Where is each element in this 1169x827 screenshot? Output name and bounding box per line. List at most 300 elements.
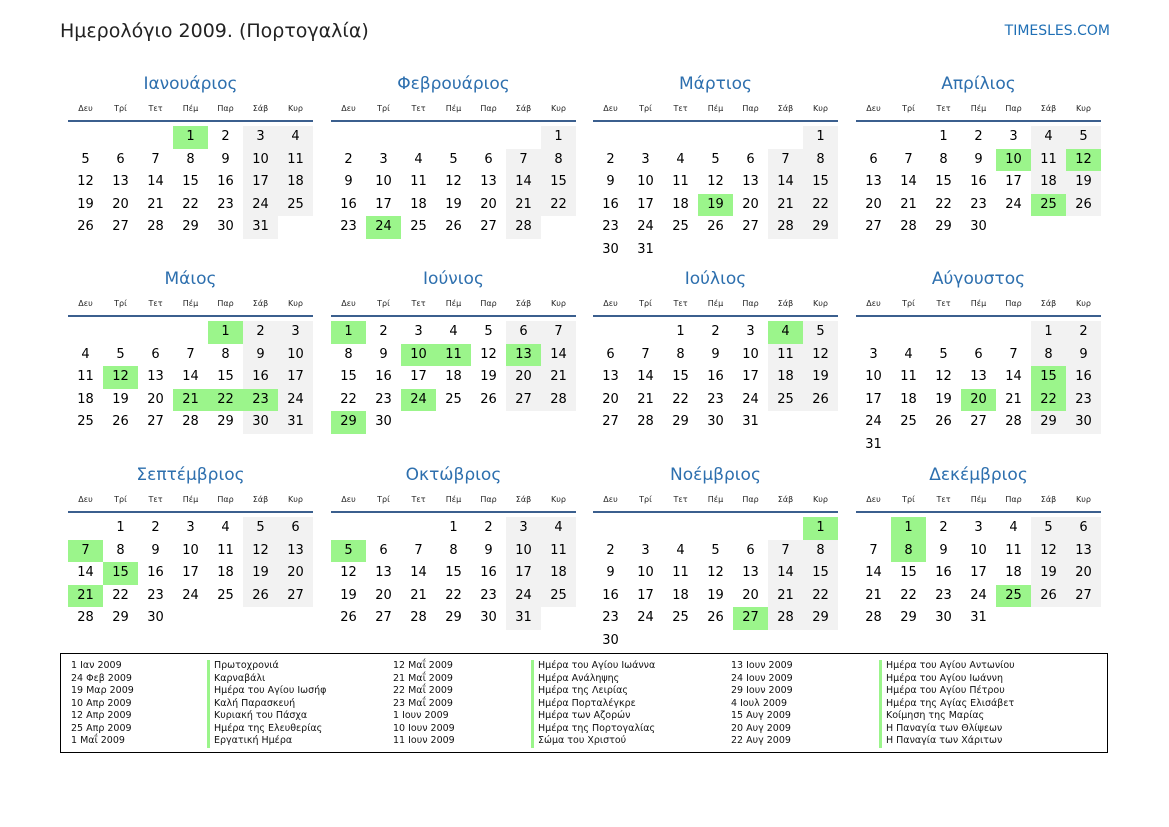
day-cell: 14: [768, 171, 803, 194]
month-title: Δεκέμβριος: [929, 465, 1028, 485]
legend-dates-column: [731, 660, 793, 748]
empty-cell: [961, 321, 996, 344]
legend-date: 4 Ιουλ 2009: [731, 697, 787, 709]
day-cell: 2: [1066, 321, 1101, 344]
weekday-label: Σάβ: [252, 299, 269, 308]
weekday-label: Δευ: [603, 299, 618, 308]
day-cell: 11: [1031, 149, 1066, 172]
day-cell: 3: [641, 542, 650, 558]
weekday-label: Κυρ: [288, 104, 303, 113]
weekday-label: Δευ: [78, 299, 93, 308]
weekday-label: Πέμ: [182, 495, 199, 504]
weekday-label: Δευ: [78, 104, 93, 113]
month-title: Σεπτέμβριος: [136, 465, 245, 485]
weekday-label: Σάβ: [515, 104, 532, 113]
weekday-label: Παρ: [217, 299, 234, 308]
weekday-label: Τετ: [148, 299, 163, 308]
day-cell: 31: [278, 411, 313, 434]
day-cell: 21: [637, 391, 654, 407]
day-cell: 17: [243, 171, 278, 194]
weekday-label: Τρί: [114, 299, 127, 308]
day-cell: 8: [221, 346, 230, 362]
legend-holiday-name: Ημέρα της Πορτογαλίας: [531, 723, 655, 736]
holiday-day-cell: 21: [173, 389, 208, 412]
weekday-header: [68, 296, 313, 311]
day-grid: [856, 517, 1101, 630]
empty-cell: [768, 126, 803, 149]
day-cell: 2: [711, 324, 720, 339]
day-cell: 15: [340, 369, 357, 384]
day-cell: 20: [375, 587, 392, 603]
empty-cell: [856, 126, 891, 149]
day-cell: 30: [217, 219, 234, 234]
empty-cell: [996, 321, 1031, 344]
day-cell: 2: [484, 520, 493, 535]
day-cell: 3: [243, 126, 278, 149]
weekday-label: Κυρ: [551, 299, 566, 308]
day-cell: 3: [974, 520, 983, 535]
empty-cell: [331, 126, 366, 149]
day-cell: 13: [865, 174, 882, 189]
day-cell: 24: [637, 219, 654, 234]
day-cell: 10: [375, 174, 392, 189]
empty-cell: [856, 321, 891, 344]
weekday-label: Σάβ: [1040, 104, 1057, 113]
month-block: [856, 73, 1101, 239]
month-title: Οκτώβριος: [405, 465, 502, 485]
day-cell: 11: [900, 369, 917, 384]
day-cell: 20: [742, 587, 759, 603]
day-cell: 3: [641, 151, 650, 167]
month-title: Μάιος: [164, 269, 217, 289]
day-cell: 22: [182, 196, 199, 212]
day-cell: 30: [602, 241, 619, 257]
day-cell: 25: [217, 587, 234, 603]
day-cell: 3: [278, 321, 313, 344]
empty-cell: [68, 517, 103, 540]
day-cell: 26: [1031, 585, 1066, 608]
day-cell: 23: [970, 196, 987, 212]
weekday-label: Τρί: [902, 495, 915, 504]
day-cell: 15: [672, 369, 689, 384]
weekday-label: Σάβ: [515, 495, 532, 504]
day-cell: 8: [803, 540, 838, 563]
divider: [593, 315, 838, 317]
day-cell: 10: [637, 565, 654, 580]
weekday-label: Σάβ: [777, 495, 794, 504]
day-cell: 12: [445, 174, 462, 189]
day-cell: 18: [410, 196, 427, 212]
empty-cell: [401, 517, 436, 540]
day-cell: 12: [340, 565, 357, 580]
weekday-label: Παρ: [217, 104, 234, 113]
day-cell: 24: [278, 389, 313, 412]
weekday-label: Τρί: [902, 104, 915, 113]
weekday-label: Δευ: [341, 495, 356, 504]
day-cell: 25: [410, 219, 427, 234]
day-cell: 18: [217, 565, 234, 580]
holiday-day-cell: 13: [506, 344, 541, 367]
weekday-label: Κυρ: [1076, 104, 1091, 113]
weekday-header: [331, 296, 576, 311]
divider: [593, 511, 838, 513]
day-cell: 22: [340, 391, 357, 407]
month-title: Νοέμβριος: [670, 465, 761, 485]
weekday-label: Δευ: [866, 104, 881, 113]
day-cell: 5: [243, 517, 278, 540]
legend-holiday-name: Καρναβάλι: [207, 673, 326, 686]
day-grid: [331, 517, 576, 630]
weekday-label: Τετ: [936, 495, 951, 504]
day-cell: 5: [803, 321, 838, 344]
weekday-label: Πέμ: [970, 495, 987, 504]
day-cell: 21: [865, 587, 882, 603]
day-cell: 29: [445, 610, 462, 625]
day-cell: 7: [904, 151, 913, 167]
day-cell: 16: [147, 565, 164, 580]
day-cell: 29: [803, 216, 838, 239]
day-cell: 24: [970, 587, 987, 603]
day-cell: 22: [935, 196, 952, 212]
day-cell: 5: [939, 346, 948, 362]
empty-cell: [593, 517, 628, 540]
weekday-label: Δευ: [866, 495, 881, 504]
day-cell: 15: [217, 369, 234, 384]
day-cell: 9: [606, 565, 615, 580]
day-cell: 9: [606, 174, 615, 189]
day-cell: 6: [1066, 517, 1101, 540]
holiday-day-cell: 1: [891, 517, 926, 540]
site-link[interactable]: TIMESLES.COM: [1004, 23, 1110, 39]
day-cell: 19: [112, 391, 129, 407]
day-grid: [331, 126, 576, 239]
day-cell: 2: [606, 542, 615, 558]
day-cell: 13: [970, 369, 987, 384]
weekday-header: [856, 492, 1101, 507]
day-cell: 25: [541, 585, 576, 608]
day-cell: 14: [541, 344, 576, 367]
day-cell: 1: [1031, 321, 1066, 344]
day-cell: 29: [217, 414, 234, 429]
month-title: Ιούνιος: [423, 269, 484, 289]
day-cell: 30: [375, 414, 392, 429]
legend-holiday-name: Ημέρα της Ελευθερίας: [207, 723, 326, 736]
day-cell: 5: [484, 324, 493, 339]
holiday-day-cell: 4: [768, 321, 803, 344]
legend-holiday-name: Ημέρα του Αγίου Ιωσήφ: [207, 685, 326, 698]
weekday-label: Σάβ: [777, 299, 794, 308]
day-cell: 3: [414, 324, 423, 339]
legend-names-column: [207, 660, 326, 748]
day-cell: 5: [711, 151, 720, 167]
weekday-label: Κυρ: [813, 495, 828, 504]
day-cell: 26: [480, 391, 497, 407]
empty-cell: [331, 517, 366, 540]
weekday-label: Τετ: [673, 495, 688, 504]
holiday-day-cell: 22: [1031, 389, 1066, 412]
day-cell: 17: [1005, 174, 1022, 189]
day-cell: 30: [935, 610, 952, 625]
day-cell: 27: [742, 219, 759, 234]
day-cell: 23: [340, 219, 357, 234]
day-cell: 8: [939, 151, 948, 167]
holiday-day-cell: 10: [401, 344, 436, 367]
day-cell: 18: [672, 587, 689, 603]
legend-holiday-name: Ημέρα Ανάληψης: [531, 673, 655, 686]
day-cell: 23: [147, 587, 164, 603]
weekday-label: Πέμ: [182, 104, 199, 113]
day-cell: 28: [506, 216, 541, 239]
legend-dates-column: [393, 660, 455, 748]
day-cell: 15: [182, 174, 199, 189]
day-cell: 19: [243, 562, 278, 585]
day-cell: 22: [541, 194, 576, 217]
day-cell: 27: [602, 414, 619, 429]
day-cell: 7: [414, 542, 423, 558]
day-cell: 20: [278, 562, 313, 585]
day-cell: 21: [1005, 391, 1022, 407]
day-cell: 26: [707, 610, 724, 625]
day-cell: 28: [637, 414, 654, 429]
day-cell: 10: [243, 149, 278, 172]
day-cell: 23: [1066, 389, 1101, 412]
weekday-label: Πέμ: [445, 104, 462, 113]
day-cell: 19: [707, 587, 724, 603]
empty-cell: [663, 517, 698, 540]
weekday-header: [856, 296, 1101, 311]
day-cell: 11: [768, 344, 803, 367]
day-cell: 25: [672, 219, 689, 234]
day-cell: 6: [606, 346, 615, 362]
day-cell: 12: [707, 174, 724, 189]
legend-date: 23 Μαΐ 2009: [393, 697, 453, 709]
divider: [331, 120, 576, 122]
day-cell: 2: [606, 151, 615, 167]
day-cell: 18: [768, 366, 803, 389]
divider: [856, 120, 1101, 122]
day-cell: 14: [410, 565, 427, 580]
day-cell: 11: [278, 149, 313, 172]
legend-holiday-name: Καλή Παρασκευή: [207, 698, 326, 711]
day-cell: 24: [506, 585, 541, 608]
weekday-header: [331, 101, 576, 116]
weekday-label: Πέμ: [445, 495, 462, 504]
day-cell: 17: [637, 587, 654, 603]
day-cell: 6: [278, 517, 313, 540]
legend-date: 12 Απρ 2009: [71, 710, 132, 721]
empty-cell: [103, 126, 138, 149]
weekday-header: [593, 296, 838, 311]
day-cell: 8: [449, 542, 458, 558]
weekday-label: Τρί: [639, 495, 652, 504]
weekday-label: Πέμ: [970, 104, 987, 113]
day-cell: 16: [243, 366, 278, 389]
weekday-label: Τετ: [673, 104, 688, 113]
day-cell: 26: [77, 219, 94, 234]
day-cell: 24: [865, 414, 882, 429]
day-cell: 27: [147, 414, 164, 429]
day-cell: 31: [243, 216, 278, 239]
weekday-label: Τρί: [114, 495, 127, 504]
day-cell: 13: [480, 174, 497, 189]
empty-cell: [891, 321, 926, 344]
empty-cell: [891, 126, 926, 149]
day-cell: 6: [151, 346, 160, 362]
day-cell: 3: [869, 346, 878, 362]
day-cell: 16: [480, 565, 497, 580]
day-cell: 8: [541, 149, 576, 172]
day-cell: 25: [768, 389, 803, 412]
day-cell: 18: [900, 391, 917, 407]
legend-date: 20 Αυγ 2009: [731, 722, 791, 734]
day-cell: 26: [1066, 194, 1101, 217]
day-cell: 22: [803, 585, 838, 608]
day-cell: 16: [602, 587, 619, 603]
day-cell: 18: [1031, 171, 1066, 194]
empty-cell: [733, 517, 768, 540]
day-cell: 2: [243, 321, 278, 344]
day-grid: [68, 321, 313, 434]
day-cell: 31: [865, 436, 882, 452]
day-cell: 12: [935, 369, 952, 384]
day-cell: 23: [935, 587, 952, 603]
divider: [856, 315, 1101, 317]
legend-date: 10 Απρ 2009: [71, 697, 132, 709]
weekday-label: Πέμ: [182, 299, 199, 308]
day-cell: 28: [77, 610, 94, 625]
weekday-label: Κυρ: [813, 299, 828, 308]
holiday-day-cell: 25: [1031, 194, 1066, 217]
day-cell: 29: [935, 219, 952, 234]
day-cell: 26: [112, 414, 129, 429]
legend-date: 25 Απρ 2009: [71, 722, 132, 734]
divider: [331, 315, 576, 317]
day-cell: 5: [1031, 517, 1066, 540]
day-cell: 7: [641, 346, 650, 362]
day-cell: 16: [217, 174, 234, 189]
divider: [68, 120, 313, 122]
day-cell: 3: [746, 324, 755, 339]
day-cell: 26: [243, 585, 278, 608]
weekday-label: Τετ: [673, 299, 688, 308]
weekday-header: [593, 492, 838, 507]
day-cell: 1: [676, 324, 685, 339]
holiday-day-cell: 23: [243, 389, 278, 412]
holiday-day-cell: 19: [698, 194, 733, 217]
day-cell: 20: [742, 196, 759, 212]
day-cell: 2: [974, 129, 983, 144]
legend-date: 12 Μαΐ 2009: [393, 660, 453, 671]
day-cell: 11: [672, 565, 689, 580]
month-block: [68, 268, 313, 434]
day-cell: 7: [1009, 346, 1018, 362]
day-cell: 11: [672, 174, 689, 189]
day-cell: 15: [935, 174, 952, 189]
day-cell: 1: [116, 520, 125, 535]
weekday-label: Τρί: [377, 495, 390, 504]
day-cell: 3: [379, 151, 388, 167]
weekday-label: Δευ: [341, 104, 356, 113]
day-cell: 2: [151, 520, 160, 535]
month-block: [68, 464, 313, 630]
day-grid: [68, 126, 313, 239]
day-cell: 7: [151, 151, 160, 167]
day-cell: 10: [742, 346, 759, 362]
page-title: Ημερολόγιο 2009. (Πορτογαλία): [60, 20, 369, 42]
legend-holiday-name: Ημέρα του Αγίου Ιωάννα: [531, 660, 655, 673]
empty-cell: [768, 517, 803, 540]
day-cell: 26: [707, 219, 724, 234]
day-cell: 20: [112, 196, 129, 212]
day-cell: 4: [278, 126, 313, 149]
weekday-label: Δευ: [603, 104, 618, 113]
day-cell: 16: [707, 369, 724, 384]
weekday-label: Τρί: [902, 299, 915, 308]
day-cell: 14: [900, 174, 917, 189]
day-cell: 22: [803, 194, 838, 217]
month-title: Ιανουάριος: [143, 74, 238, 94]
day-cell: 7: [541, 321, 576, 344]
weekday-label: Τρί: [377, 104, 390, 113]
day-cell: 31: [506, 607, 541, 630]
weekday-label: Πέμ: [445, 299, 462, 308]
weekday-label: Παρ: [742, 104, 759, 113]
day-cell: 16: [602, 196, 619, 212]
legend-names-column: [879, 660, 1015, 748]
empty-cell: [436, 126, 471, 149]
day-cell: 6: [116, 151, 125, 167]
day-grid: [856, 126, 1101, 239]
day-cell: 17: [278, 366, 313, 389]
holiday-day-cell: 20: [961, 389, 996, 412]
weekday-label: Τετ: [411, 495, 426, 504]
day-cell: 18: [672, 196, 689, 212]
weekday-header: [593, 101, 838, 116]
day-cell: 17: [182, 565, 199, 580]
day-cell: 23: [480, 587, 497, 603]
weekday-label: Τετ: [148, 104, 163, 113]
weekday-label: Παρ: [1005, 495, 1022, 504]
day-cell: 27: [865, 219, 882, 234]
legend-date: 21 Μαΐ 2009: [393, 672, 453, 684]
legend-date: 1 Ιουν 2009: [393, 710, 449, 721]
day-cell: 13: [602, 369, 619, 384]
weekday-label: Κυρ: [813, 104, 828, 113]
day-cell: 2: [221, 129, 230, 144]
day-cell: 17: [506, 562, 541, 585]
day-cell: 9: [711, 346, 720, 362]
weekday-label: Σάβ: [1040, 299, 1057, 308]
day-cell: 16: [970, 174, 987, 189]
day-cell: 8: [676, 346, 685, 362]
holiday-day-cell: 24: [401, 389, 436, 412]
day-cell: 13: [742, 174, 759, 189]
day-cell: 27: [970, 414, 987, 429]
day-cell: 13: [742, 565, 759, 580]
day-cell: 22: [672, 391, 689, 407]
day-cell: 7: [768, 149, 803, 172]
legend-holiday-name: Πρωτοχρονιά: [207, 660, 326, 673]
day-cell: 27: [480, 219, 497, 234]
holiday-day-cell: 1: [331, 321, 366, 344]
empty-cell: [506, 126, 541, 149]
legend-date: 10 Ιουν 2009: [393, 722, 455, 734]
day-cell: 15: [900, 565, 917, 580]
day-cell: 30: [480, 610, 497, 625]
legend-holiday-name: Ημέρα των Αζορών: [531, 710, 655, 723]
day-cell: 21: [410, 587, 427, 603]
weekday-label: Παρ: [480, 299, 497, 308]
